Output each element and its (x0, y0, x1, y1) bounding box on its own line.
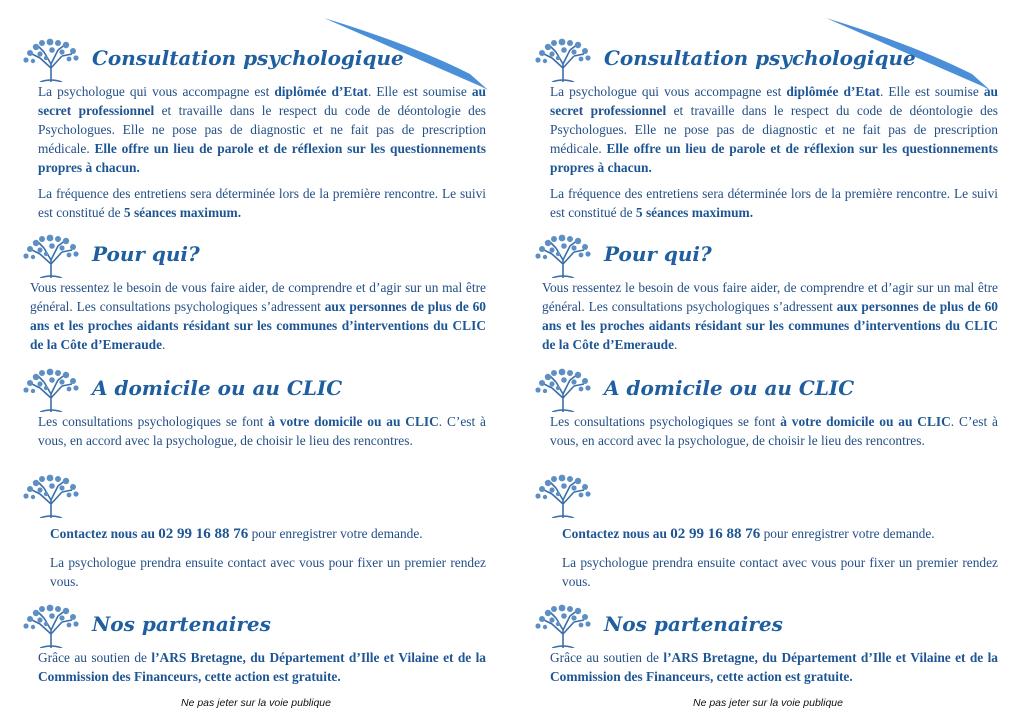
partenaires-paragraph: Grâce au soutien de l’ARS Bretagne, du Département d’Ille et Vilaine et de la Commission des Financeurs, cette action est gratuite. (550, 650, 998, 684)
section-pour-qui (22, 234, 492, 354)
section-consultation (534, 38, 1004, 222)
tree-icon (534, 474, 592, 518)
consultation-paragraph-2: La fréquence des entretiens sera déterminée lors de la première rencontre. Le suivi est constitué de 5 séances maximum. (38, 186, 486, 220)
section-title: Pour qui? (92, 242, 200, 266)
tree-icon (22, 604, 80, 648)
section-title: A domicile ou au CLIC (92, 376, 343, 400)
section-contact (22, 474, 492, 591)
domicile-paragraph: Les consultations psychologiques se font à votre domicile ou au CLIC. C’est à vous, en accord avec la psychologue, de choisir le lieu des rencontres. (550, 414, 999, 448)
section-contact (534, 474, 1004, 591)
contact-paragraph: Contactez nous au 02 99 16 88 76 pour enregistrer votre demande. (562, 526, 935, 542)
section-title: Nos partenaires (604, 612, 783, 636)
section-title: Pour qui? (604, 242, 712, 266)
section-domicile (22, 368, 492, 450)
section-partenaires (22, 604, 492, 686)
tree-icon (22, 234, 80, 278)
section-pour-qui (534, 234, 1004, 354)
pour-qui-paragraph: Vous ressentez le besoin de vous faire aider, de comprendre et d’agir sur un mal être général. Les consultations psychologiques s’adressent aux personnes de plus de 60 ans et les proches aidants résidant sur les communes d’interventions du CLIC de la Côte d’Emeraude. (30, 280, 486, 352)
contact-paragraph: Contactez nous au 02 99 16 88 76 pour enregistrer votre demande. (50, 526, 423, 542)
tree-icon (534, 368, 592, 412)
section-title: A domicile ou au CLIC (604, 376, 855, 400)
section-title: Consultation psychologique (92, 46, 404, 70)
flyer-panel-right (512, 0, 1024, 724)
tree-icon (534, 604, 592, 648)
phone-number: 02 99 16 88 76 (158, 526, 249, 542)
consultation-paragraph-2: La fréquence des entretiens sera déterminée lors de la première rencontre. Le suivi est constitué de 5 séances maximum. (550, 186, 998, 220)
consultation-paragraph-1: La psychologue qui vous accompagne est diplômée d’Etat. Elle est soumise au secret professionnel et travaille dans le respect du code de déontologie des Psychologues. Elle ne pose pas de diagnostic et ne fait pas de prescription médicale. Elle offre un lieu de parole et de réflexion sur les questionnements propres à chacun. (550, 84, 999, 175)
section-domicile (534, 368, 1004, 450)
partenaires-paragraph: Grâce au soutien de l’ARS Bretagne, du Département d’Ille et Vilaine et de la Commission des Financeurs, cette action est gratuite. (38, 650, 486, 684)
pour-qui-paragraph: Vous ressentez le besoin de vous faire aider, de comprendre et d’agir sur un mal être général. Les consultations psychologiques s’adressent aux personnes de plus de 60 ans et les proches aidants résidant sur les communes d’interventions du CLIC de la Côte d’Emeraude. (542, 280, 998, 352)
contact-paragraph-2: La psychologue prendra ensuite contact avec vous pour fixer un premier rendez vous. (50, 555, 486, 589)
contact-paragraph-2: La psychologue prendra ensuite contact avec vous pour fixer un premier rendez vous. (562, 555, 998, 589)
phone-number: 02 99 16 88 76 (670, 526, 761, 542)
footer-note: Ne pas jeter sur la voie publique (692, 697, 843, 709)
footer-note: Ne pas jeter sur la voie publique (180, 697, 331, 709)
consultation-paragraph-1: La psychologue qui vous accompagne est diplômée d’Etat. Elle est soumise au secret professionnel et travaille dans le respect du code de déontologie des Psychologues. Elle ne pose pas de diagnostic et ne fait pas de prescription médicale. Elle offre un lieu de parole et de réflexion sur les questionnements propres à chacun. (38, 84, 487, 175)
tree-icon (22, 38, 80, 82)
tree-icon (534, 234, 592, 278)
section-title: Nos partenaires (92, 612, 271, 636)
section-partenaires (534, 604, 1004, 686)
tree-icon (22, 368, 80, 412)
tree-icon (22, 474, 80, 518)
section-title: Consultation psychologique (604, 46, 916, 70)
domicile-paragraph: Les consultations psychologiques se font à votre domicile ou au CLIC. C’est à vous, en accord avec la psychologue, de choisir le lieu des rencontres. (38, 414, 487, 448)
tree-icon (534, 38, 592, 82)
section-consultation (22, 38, 492, 222)
